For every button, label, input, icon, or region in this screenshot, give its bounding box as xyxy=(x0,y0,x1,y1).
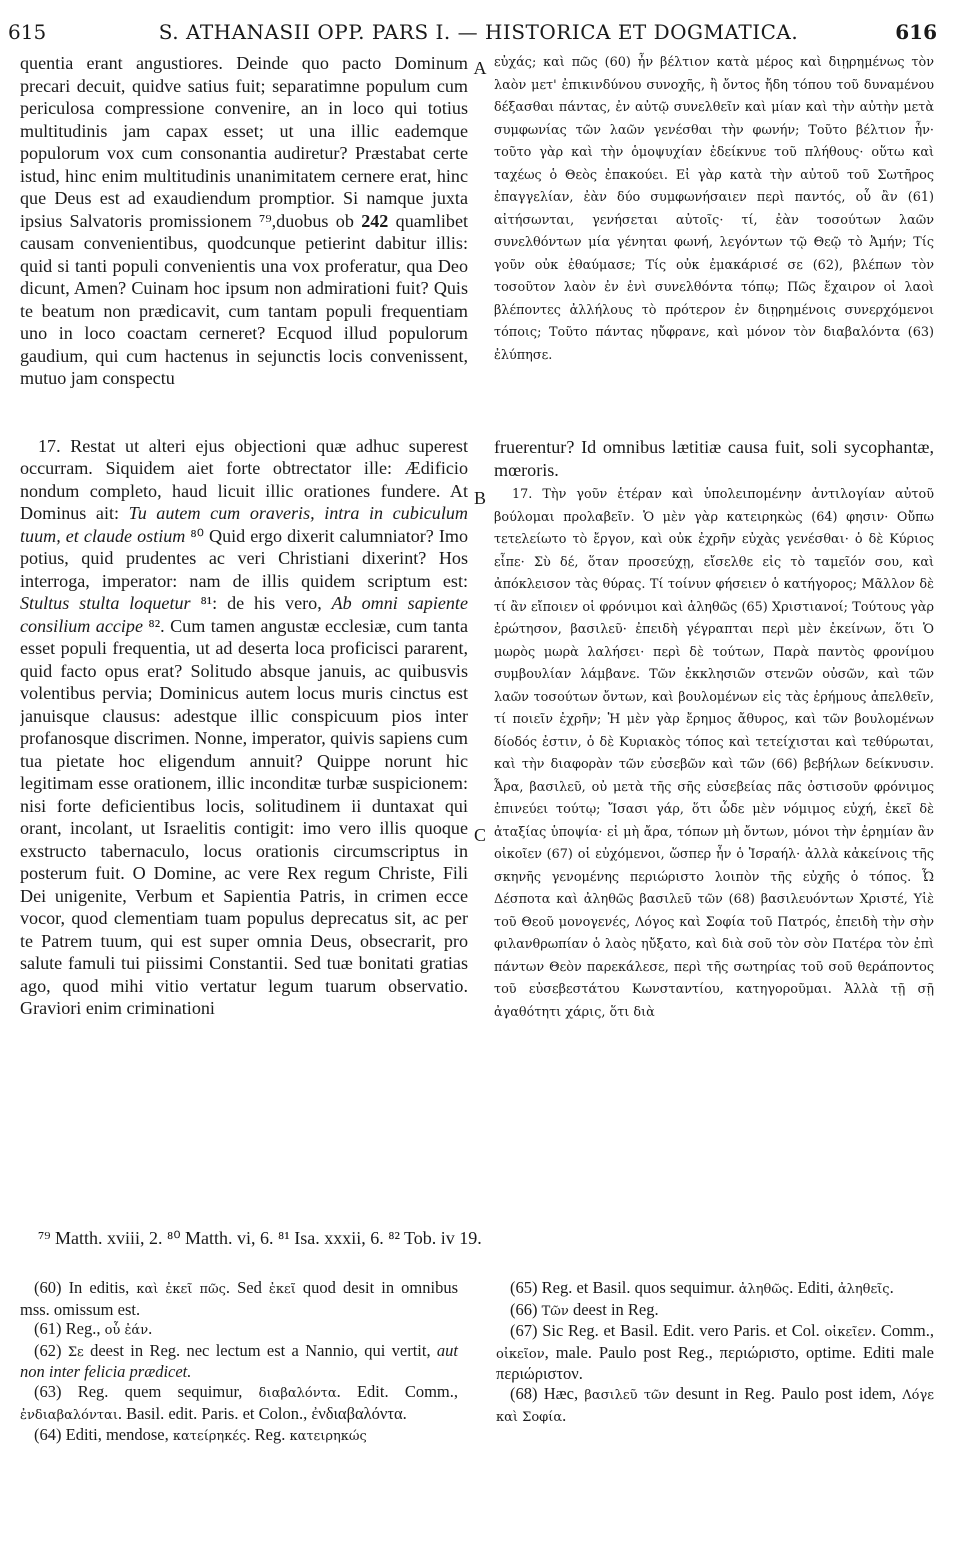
footnote-greek: διαβαλόντα xyxy=(258,1385,337,1401)
footnote-text: (68) Hæc, xyxy=(510,1383,585,1403)
footnotes-right xyxy=(496,1278,934,1427)
footnote-greek: ἐνδιαβαλόνται xyxy=(20,1407,118,1423)
footnote-66 xyxy=(496,1300,934,1322)
footnote-text: (61) Reg., xyxy=(34,1319,105,1339)
latin-text-1a: quentia erant angustiores. Deinde quo pacto Dominum precari decuit, quidve satius fuit; separatimne populum cum periculosa compressione convenire, an in loco qui totius multitudinis jam capax esset; ut una illic eademque populorum vox cum consonantia audiretur? Præstabat certe istud, hinc enim multitudinis unanimitatem cernere erat, hinc que Deus est ad exaudiendum promptior. Si namque juxta ipsius Salvatoris promissionem ⁷⁹,duobus ob xyxy=(20,53,468,231)
section-marker-b: B xyxy=(473,488,486,508)
footnote-greek: κατείρηκές xyxy=(172,1429,247,1445)
footnote-text: (66) xyxy=(510,1299,542,1319)
latin-text-2d: ⁸². Cum tamen angustæ ecclesiæ, cum tanta esset populi frequentia, ut ad deserta loca proficisci pararent, quid facto opus erat? Solitudo absque januis, ac quibusvis volentibus pervia; Dominicus autem locus muris cinctus est januisque clausus: adestque illic conspicuum pios inter profanosque discrimen. Nonne, imperator, quivis sapiens cum tua pietate hoc eligendum annuit? Quippe norunt hic legitimam esse orationem, illic inconditæ turbæ suspicionem: nisi forte deficientibus locis, solitudinem ii duntaxat qui orant, incolant, ut Israelitis contigit: imo vero illis quoque exstructo tabernaculo, locus orationis circumscriptus in posterum fuit. O Domine, ac vere Rex regum Christe, Fili Dei unigenite, Verbum et Sapientia Patris, in crimen ecce vocor, quod clementiam tuam populus deprecatus sit, ac per te Patrem tuum, qui est super omnia Deus, obsecrarit, pro salute famuli tui piissimi Constantii. Sed tuæ bonitati gratias ago, quod mihi vitio vertatur legum tuarum observatio. Graviori enim criminationi xyxy=(20,615,468,1018)
footnote-greek: Τῶν xyxy=(541,1303,569,1319)
latin-paragraph-1 xyxy=(20,52,468,390)
footnote-text: . Editi, xyxy=(789,1278,838,1297)
footnote-greek: καὶ ἐκεῖ πῶς xyxy=(136,1282,226,1297)
footnote-italic: aut non inter felicia prædicet. xyxy=(20,1340,458,1382)
running-header xyxy=(0,20,957,46)
footnote-greek: οὗ ἐάν xyxy=(104,1323,149,1339)
latin-continuation: fruerentur? Id omnibus lætitiæ causa fuit, soli sycophantæ, mœroris. xyxy=(494,437,934,480)
footnote-greek: ἀληθῶς xyxy=(738,1282,790,1297)
section-marker-a: A xyxy=(473,58,487,78)
footnote-text: . xyxy=(889,1278,894,1297)
latin-quote-1: Tu autem cum oraveris, intra in cubiculum tuum, et claude ostium xyxy=(20,503,468,546)
footnote-text: , male. Paulo post Reg., περιώριστο, optime. Editi male περιώριστον. xyxy=(496,1342,934,1384)
footnote-text: deest in Reg. nec lectum est a Nannio, qui vertit, xyxy=(83,1340,437,1360)
footnote-63 xyxy=(20,1382,458,1425)
footnote-61 xyxy=(20,1319,458,1341)
footnote-greek: ἀληθεῖς xyxy=(837,1282,890,1297)
footnote-65 xyxy=(496,1278,934,1300)
footnotes-left xyxy=(20,1278,458,1447)
scripture-references: ⁷⁹ Matth. xviii, 2. ⁸⁰ Matth. vi, 6. ⁸¹ Isa. xxxii, 6. ⁸² Tob. iv 19. xyxy=(38,1228,482,1248)
page-number-inline: 242 xyxy=(361,210,389,231)
footnote-text: (65) Reg. et Basil. quos sequimur. xyxy=(510,1278,739,1297)
footnote-greek: οἰκεῖεν xyxy=(824,1325,872,1341)
footnote-text: . Reg. xyxy=(246,1425,290,1445)
latin-text-1b: quamlibet causam convenientibus, quodcunque petierint dabitur illis: quid si tanti populi convenientis una vox proferatur, qua Deo dicunt, Amen? Cuinam hoc ipsum non admirationi fuit? Quis te beatum non prædicavit, cum tantam populi frequentiam uno in loco coactam cerneret? Ecquod illud populorum gaudium, qui cum hactenus in sejunctis locis convenissent, mutuo jam conspectu xyxy=(20,210,468,388)
footnote-greek: βασιλεῦ τῶν xyxy=(584,1387,670,1403)
footnote-text: (62) xyxy=(34,1340,68,1360)
footnote-60 xyxy=(20,1278,458,1319)
footnote-text: quod desit in omnibus mss. omissum est. xyxy=(20,1278,458,1319)
column-number-right: 616 xyxy=(895,20,937,44)
footnote-67 xyxy=(496,1321,934,1384)
running-title: S. ATHANASII OPP. PARS I. — HISTORICA ET DOGMATICA. xyxy=(158,20,799,44)
footnote-text: . Sed xyxy=(225,1278,269,1297)
footnote-62 xyxy=(20,1341,458,1382)
footnote-64 xyxy=(20,1425,458,1447)
footnote-text: deest in Reg. xyxy=(568,1299,659,1319)
footnote-greek: οἰκεῖον xyxy=(496,1346,545,1362)
footnote-text: (67) Sic Reg. et Basil. Edit. vero Paris. et Col. xyxy=(510,1321,825,1341)
footnote-text: (60) In editis, xyxy=(34,1278,137,1297)
latin-text-2b: Quid ergo dixerit calumniator? Imo potius, quid prudentes ac veri Christiani dixerint? Hos interroga, imperator: nam de illis quidem scriptum est: xyxy=(20,525,468,591)
footnote-68 xyxy=(496,1384,934,1427)
greek-column xyxy=(494,52,934,1202)
footnote-greek: ἐκεῖ xyxy=(268,1282,296,1297)
latin-text-2c: ⁸¹: de his vero, xyxy=(200,593,322,613)
latin-quote-2: Stultus stulta loquetur xyxy=(20,593,191,613)
footnote-text: (63) Reg. quem sequimur, xyxy=(34,1381,259,1401)
greek-paragraph-17: 17. Τὴν γοῦν ἑτέραν καὶ ὑπολειπομένην ἀντιλογίαν αὐτοῦ βούλομαι προλαβεῖν. Ὁ μὲν γὰρ κατειρηκὼς (64) φησιν· Οὔπω τετελείωτο τὸ ἔργον, καὶ οὐκ ἐχρῆν εὐχὰς γενέσθαι· ὁ δὲ Κύριος εἶπε· Σὺ δέ, ὅταν προσεύχῃ, εἴσελθε εἰς τὸ ταμεῖόν σου, καὶ ἀπόκλεισον τὰς θύρας. Τί τοίνυν φήσειεν ὁ κατήγορος; Μᾶλλον δὲ τί ἂν εἴποιεν οἱ φρόνιμοι καὶ ἀληθῶς (65) Χριστιανοί; Τούτους γὰρ ἐρώτησον, βασιλεῦ· ἐπειδὴ γέγραπται περὶ μὲν ἐκείνων, ὅτι Ὁ μωρὸς μωρὰ λαλήσει· περὶ δὲ τούτων, Παρὰ παντὸς φρονίμου συμβουλίαν λάμβανε. Τῶν ἐκκλησιῶν στενῶν οὐσῶν, καὶ τῶν λαῶν τοσούτων ὄντων, καὶ βουλομένων εἰς τὰς ἐρήμους ἀπελθεῖν, τί ποιεῖν ἐχρῆν; Ἡ μὲν γὰρ ἔρημος ἄθυρος, καὶ τῶν βουλομένων δίοδός ἐστιν, ὁ δὲ Κυριακὸς τόπος καὶ τετείχισται καὶ τεθύρωται, καὶ τὴν διαφορὰν τῶν εὐσεβῶν καὶ τῶν (66) βεβήλων δείκνυσιν. Ἆρα, βασιλεῦ, οὐ μετὰ τῆς σῆς εὐσεβείας πᾶς ὀστισοῦν φρόνιμος ἐπινεύει τούτῳ; Ἴσασι γάρ, ὅτι ὧδε μὲν νόμιμος εὐχή, ἐκεῖ δὲ ἀταξίας ὑποψία· εἰ μὴ ἄρα, τόπων μὴ ὄντων, μόνοι τὴν ἐρημίαν ἂν οἰκοῖεν (67) οἱ εὐχόμενοι, ὥσπερ ἦν ὁ Ἰσραήλ· ἀλλὰ κἀκείνοις τῆς σκηνῆς γενομένης περιώριστο λοιπὸν τῆς εὐχῆς ὁ τόπος. Ὦ Δέσποτα καὶ ἀληθῶς βασιλεῦ τῶν (68) βασιλευόντων Χριστέ, Υἱὲ τοῦ Θεοῦ μονογενές, Λόγος καὶ Σοφία τοῦ Πατρός, ἐπειδὴ τὴν σὴν φιλανθρωπίαν ὁ λαὸς ηὔξατο, καὶ διὰ σοῦ τὸν σὸν Πατέρα τὸν ἐπὶ πάντων Θεὸν παρεκάλεσε, περὶ τῆς σωτηρίας τοῦ σοῦ θεράποντος τοῦ εὐσεβεστάτου Κωνσταντίου, κατηγοροῦμαι. Ἀλλὰ τῇ σῇ ἀγαθότητι χάρις, ὅτι διὰ xyxy=(494,487,934,1020)
footnote-text: . xyxy=(562,1405,567,1425)
footnote-greek: κατειρηκώς xyxy=(289,1429,367,1445)
latin-column xyxy=(20,52,468,1202)
footnote-greek: Λόγε καὶ Σοφία xyxy=(496,1387,934,1425)
section-marker-c: C xyxy=(473,825,486,845)
footnote-greek: Σε xyxy=(67,1344,84,1360)
footnote-text: . Comm., xyxy=(871,1321,934,1341)
latin-ref-80: ⁸⁰ xyxy=(190,525,204,546)
latin-quote-3: Ab omni sapiente consilium accipe xyxy=(20,593,468,636)
column-number-left: 615 xyxy=(8,20,47,44)
footnote-text: . xyxy=(148,1319,153,1339)
latin-paragraph-17 xyxy=(20,435,468,1020)
footnote-text: (64) Editi, mendose, xyxy=(34,1425,173,1445)
footnote-text: . Basil. edit. Paris. et Colon., ἐνδιαβαλόντα. xyxy=(117,1403,407,1423)
latin-text-2a: 17. Restat ut alteri ejus objectioni quæ adhuc superest occurram. Siquidem aiet forte obtrectator ille: Ædificio nondum completo, haud licuit illic orationes fundere. At Dominus ait: xyxy=(20,435,468,523)
footnote-text: . Edit. Comm., xyxy=(336,1381,458,1401)
footnote-text: desunt in Reg. Paulo post idem, xyxy=(669,1383,903,1403)
greek-paragraph-1: εὐχάς; καὶ πῶς (60) ἦν βέλτιον κατὰ μέρος καὶ διῃρημένως τὸν λαὸν μετ' ἐπικινδύνου συνοχῆς, ἢ ὄντος ἤδη τόπου τοῦ δυναμένου δέξασθαι πάντας, ἐν αὐτῷ συνελθεῖν καὶ μίαν καὶ τὴν αὐτὴν μετὰ συμφωνίας τῶν λαῶν γενέσθαι τὴν φωνήν; Τοῦτο βέλτιον ἦν· τοῦτο γὰρ καὶ τὴν ὁμοψυχίαν ἐδείκνυε τοῦ πλήθους· οὕτω καὶ ταχέως ὁ Θεὸς ἐπακούει. Εἰ γὰρ κατὰ τὴν αὐτοῦ τοῦ Σωτῆρος ἐπαγγελίαν, ἐὰν δύο συμφωνήσαιεν περὶ παντός, οὗ ἂν (61) αἰτήσωνται, γενήσεται αὐτοῖς· τί, ἐὰν τοσούτων λαῶν συνελθόντων μία γένηται φωνή, λεγόντων τῷ Θεῷ τὸ Ἀμήν; Τίς γοῦν οὐκ ἐθαύμασε; Τίς οὐκ ἐμακάρισέ σε (62), βλέπων τὸν τοσοῦτον λαὸν ἐν ἑνὶ συνελθόντα τόπῳ; Πῶς ἔχαιρον οἱ λαοὶ βλέποντες ἀλλήλους τὸ πρότερον ἐν διῃρημένοις συνερχόμενοι τόποις; Τοῦτο πάντας ηὔφρανε, καὶ μόνον τὸν διαβαλόντα (63) ἐλύπησε. xyxy=(494,55,934,363)
